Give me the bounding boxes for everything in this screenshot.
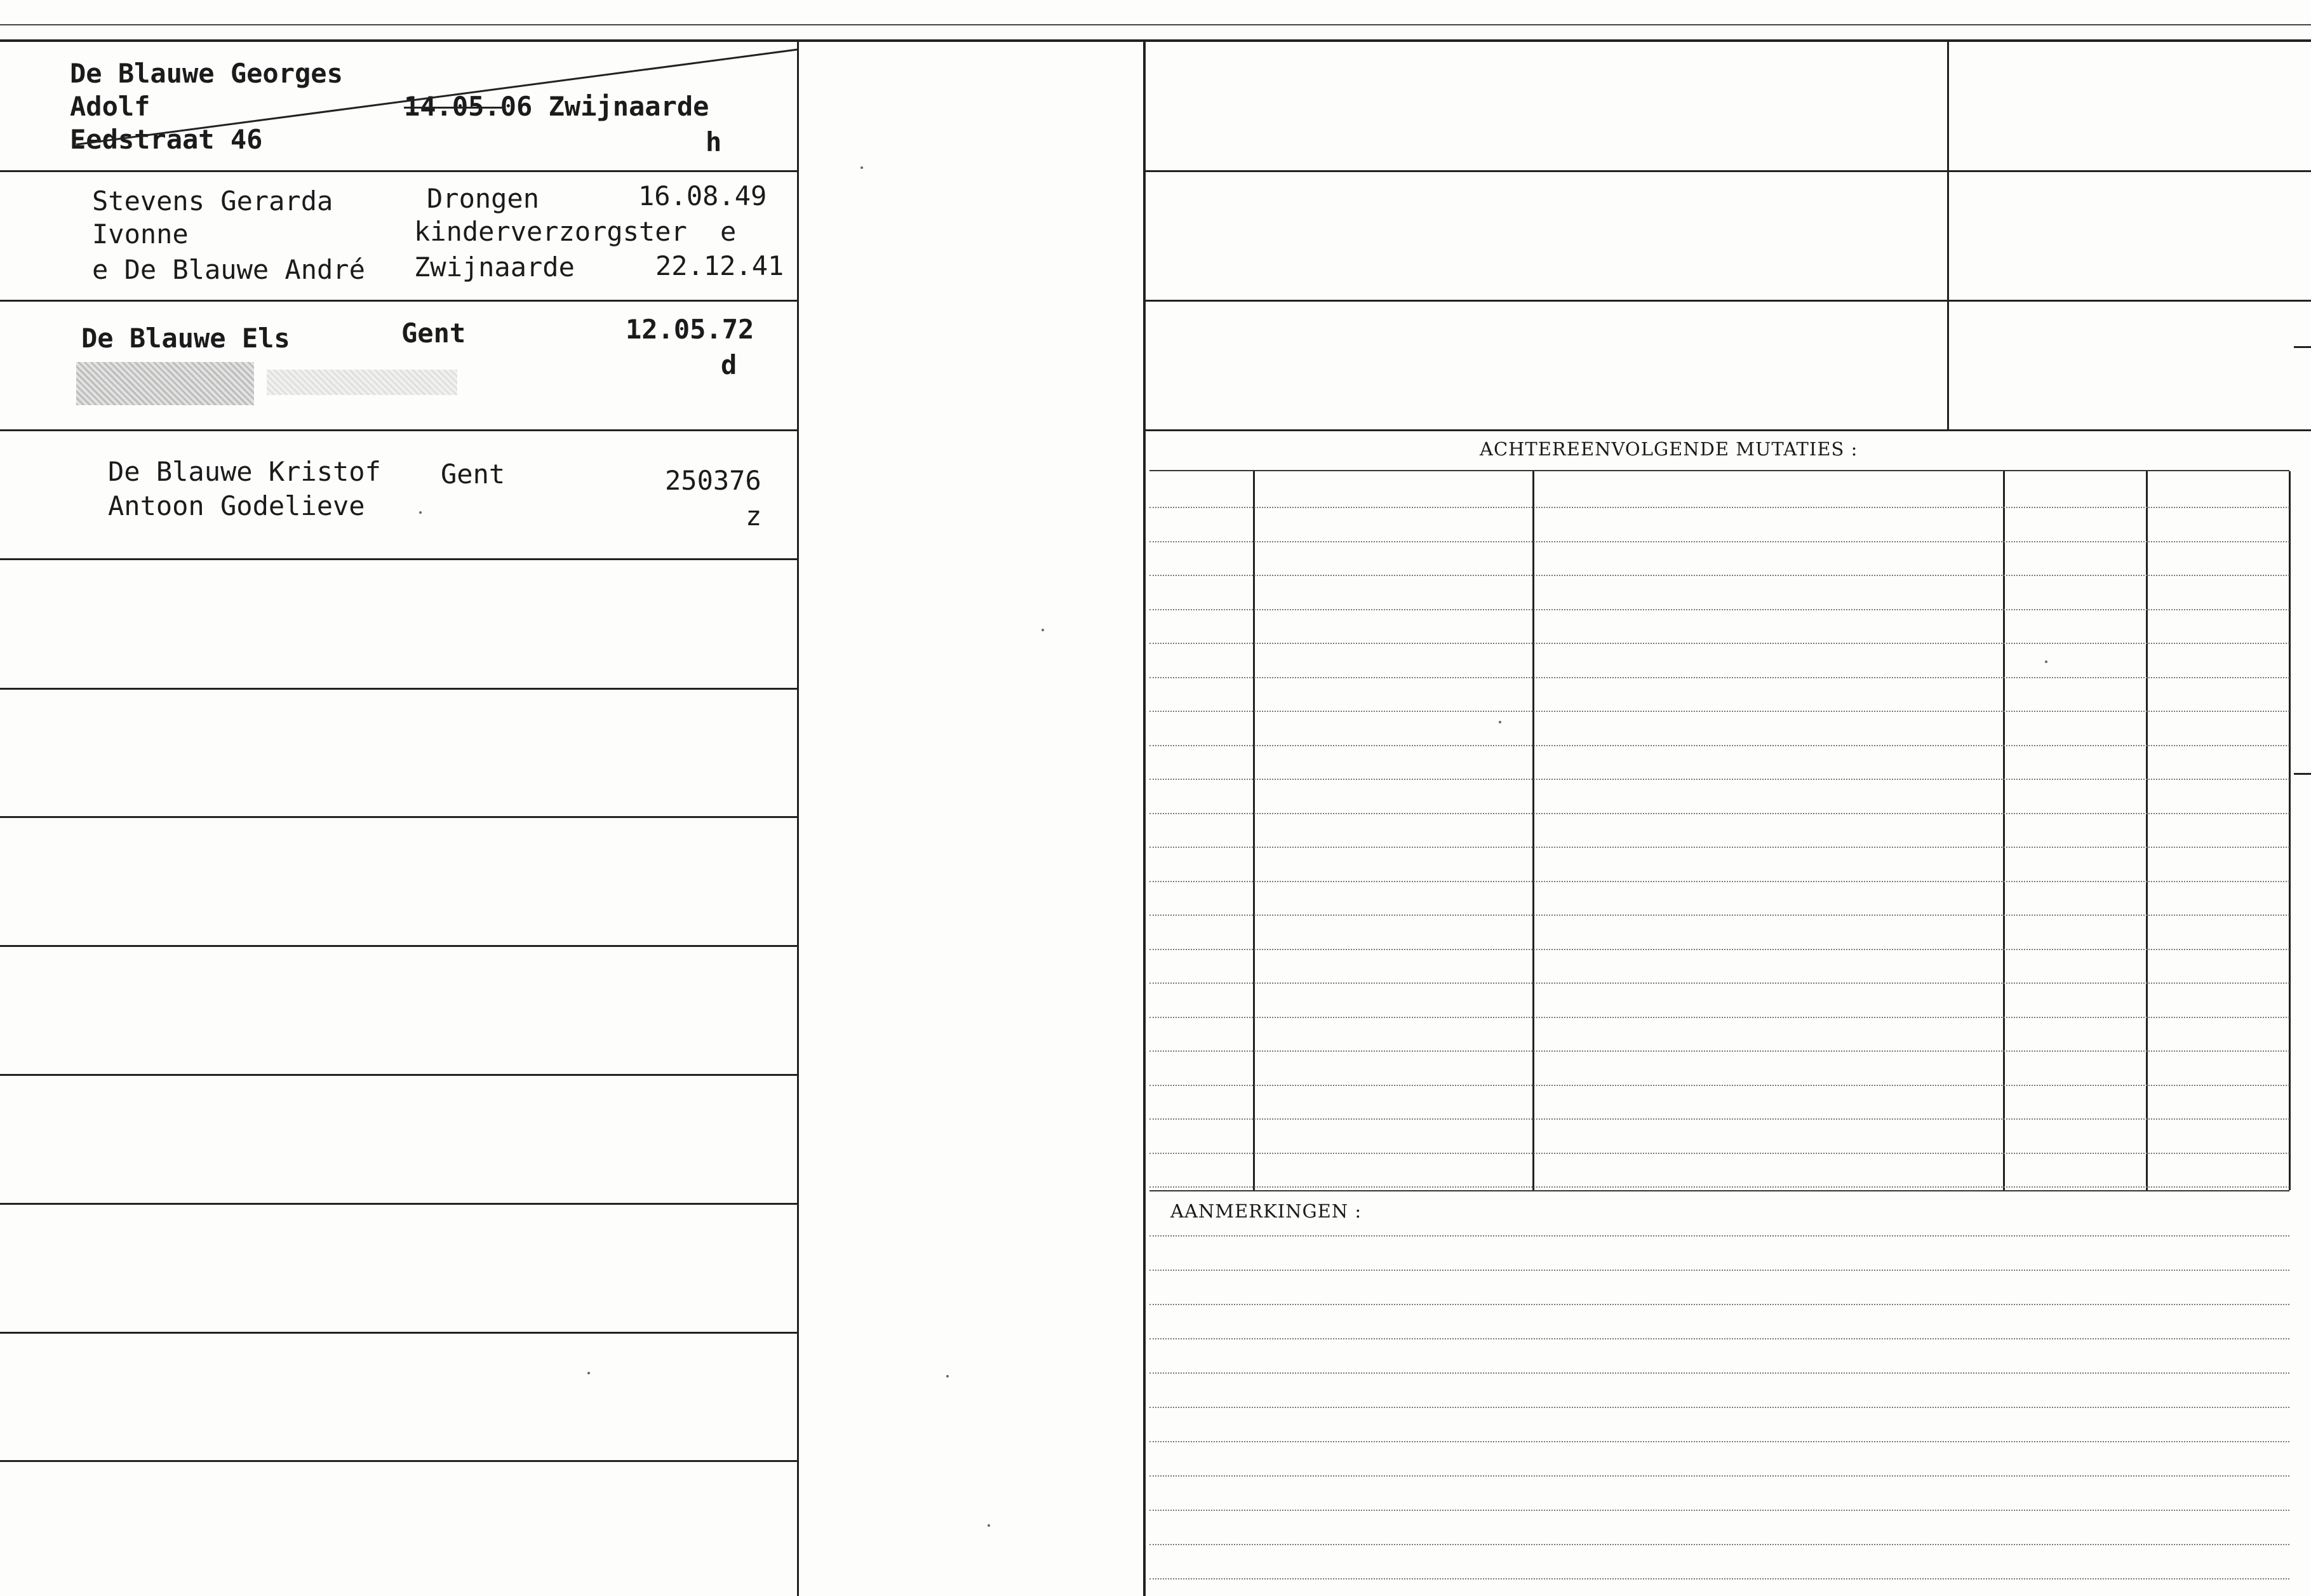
record3-place: Gent [401, 318, 466, 349]
right-column-divider [1947, 39, 1949, 429]
record3-code: d [721, 349, 737, 380]
mutaties-ruled-line [1149, 609, 2289, 610]
mutaties-ruled-line [1149, 915, 2289, 916]
aanmerkingen-ruled-line [1149, 1372, 2289, 1374]
record4-place: Gent [441, 459, 506, 490]
mutaties-column [2289, 471, 2291, 1190]
aanmerkingen-ruled-line [1149, 1544, 2289, 1545]
mutaties-ruled-line [1149, 813, 2289, 814]
aanmerkingen-ruled-line [1149, 1270, 2289, 1271]
record2-name-line3: e De Blauwe André [92, 254, 365, 285]
mutaties-bottom-border [1149, 1190, 2289, 1191]
scan-speck [419, 511, 422, 514]
left-row-divider [0, 1332, 799, 1334]
mutaties-ruled-line [1149, 779, 2289, 780]
aanmerkingen-ruled-line [1149, 1578, 2289, 1579]
record1-name-line2: Adolf [70, 91, 151, 122]
top-border [0, 39, 2311, 42]
mutaties-ruled-line [1149, 949, 2289, 950]
scan-speck [946, 1375, 949, 1378]
record2-occupation: kinderverzorgster [414, 216, 687, 247]
margin-tick [2294, 773, 2311, 775]
record2-place1: Drongen [427, 183, 540, 214]
record3-date: 12.05.72 [626, 314, 754, 345]
mutaties-ruled-line [1149, 643, 2289, 644]
mutaties-ruled-line [1149, 507, 2289, 508]
record2-place2: Zwijnaarde [414, 251, 575, 283]
record3-erased-text [267, 370, 457, 395]
record2-name-line2: Ivonne [92, 218, 189, 250]
mutaties-column [1253, 471, 1255, 1190]
record2-date1: 16.08.49 [638, 180, 767, 211]
mutaties-ruled-line [1149, 541, 2289, 542]
aanmerkingen-ruled-line [1149, 1510, 2289, 1511]
right-row-divider [1146, 170, 2311, 172]
mutaties-ruled-line [1149, 1153, 2289, 1154]
scan-speck [1499, 721, 1501, 723]
aanmerkingen-ruled-line [1149, 1338, 2289, 1339]
record2-name-line1: Stevens Gerarda [92, 185, 333, 217]
mutaties-ruled-line [1149, 1050, 2289, 1052]
aanmerkingen-ruled-line [1149, 1304, 2289, 1305]
mutaties-ruled-line [1149, 847, 2289, 848]
mutaties-ruled-line [1149, 881, 2289, 882]
mutaties-column [1532, 471, 1534, 1190]
aanmerkingen-ruled-line [1149, 1407, 2289, 1408]
record1-code: h [706, 126, 722, 158]
scan-speck [587, 1372, 590, 1374]
right-row-divider [1146, 429, 2311, 431]
left-row-divider [0, 558, 799, 560]
left-row-divider [0, 945, 799, 947]
mutaties-top-border [1149, 470, 2289, 471]
mutaties-ruled-line [1149, 677, 2289, 678]
mutaties-heading: ACHTEREENVOLGENDE MUTATIES : [1480, 438, 1858, 460]
record4-code: z [746, 500, 762, 532]
mutaties-ruled-line [1149, 745, 2289, 746]
record1-name-line3: Eedstraat 46 [70, 124, 263, 155]
left-row-divider [0, 816, 799, 818]
scan-speck [988, 1524, 990, 1527]
record2-date2: 22.12.41 [655, 250, 784, 281]
record3-name-line1: De Blauwe Els [81, 323, 290, 354]
left-row-divider [0, 300, 799, 302]
scan-speck [2045, 661, 2047, 663]
aanmerkingen-heading: AANMERKINGEN : [1170, 1200, 1362, 1222]
mutaties-ruled-line [1149, 1085, 2289, 1086]
mutaties-column [2146, 471, 2148, 1190]
mutaties-ruled-line [1149, 1118, 2289, 1120]
margin-tick [2294, 346, 2311, 348]
record2-code: e [720, 216, 737, 247]
scan-speck [861, 166, 863, 169]
left-row-divider [0, 1074, 799, 1076]
mutaties-ruled-line [1149, 711, 2289, 712]
left-row-divider [0, 170, 799, 172]
aanmerkingen-ruled-line [1149, 1441, 2289, 1442]
left-row-divider [0, 1203, 799, 1205]
main-column-divider [1143, 39, 1146, 1596]
record4-date: 250376 [665, 465, 761, 496]
left-column-divider [797, 39, 799, 1596]
record1-name-line1: De Blauwe Georges [70, 58, 343, 89]
left-row-divider [0, 1460, 799, 1462]
right-row-divider [1146, 300, 2311, 302]
mutaties-ruled-line [1149, 575, 2289, 576]
mutaties-ruled-line [1149, 1017, 2289, 1018]
scan-speck [1042, 629, 1044, 631]
mutaties-ruled-line [1149, 982, 2289, 984]
aanmerkingen-ruled-line [1149, 1475, 2289, 1477]
left-row-divider [0, 688, 799, 690]
record1-date-place: 14.05.06 Zwijnaarde [404, 91, 709, 122]
record3-erased-text [76, 362, 254, 405]
left-row-divider [0, 429, 799, 431]
top-border-thin [0, 24, 2311, 25]
record1-date-strike [404, 107, 506, 109]
record4-name-line1: De Blauwe Kristof [108, 456, 381, 487]
aanmerkingen-ruled-line [1149, 1235, 2289, 1237]
mutaties-ruled-line [1149, 1186, 2289, 1188]
mutaties-column [2003, 471, 2005, 1190]
record4-name-line2: Antoon Godelieve [108, 490, 365, 521]
